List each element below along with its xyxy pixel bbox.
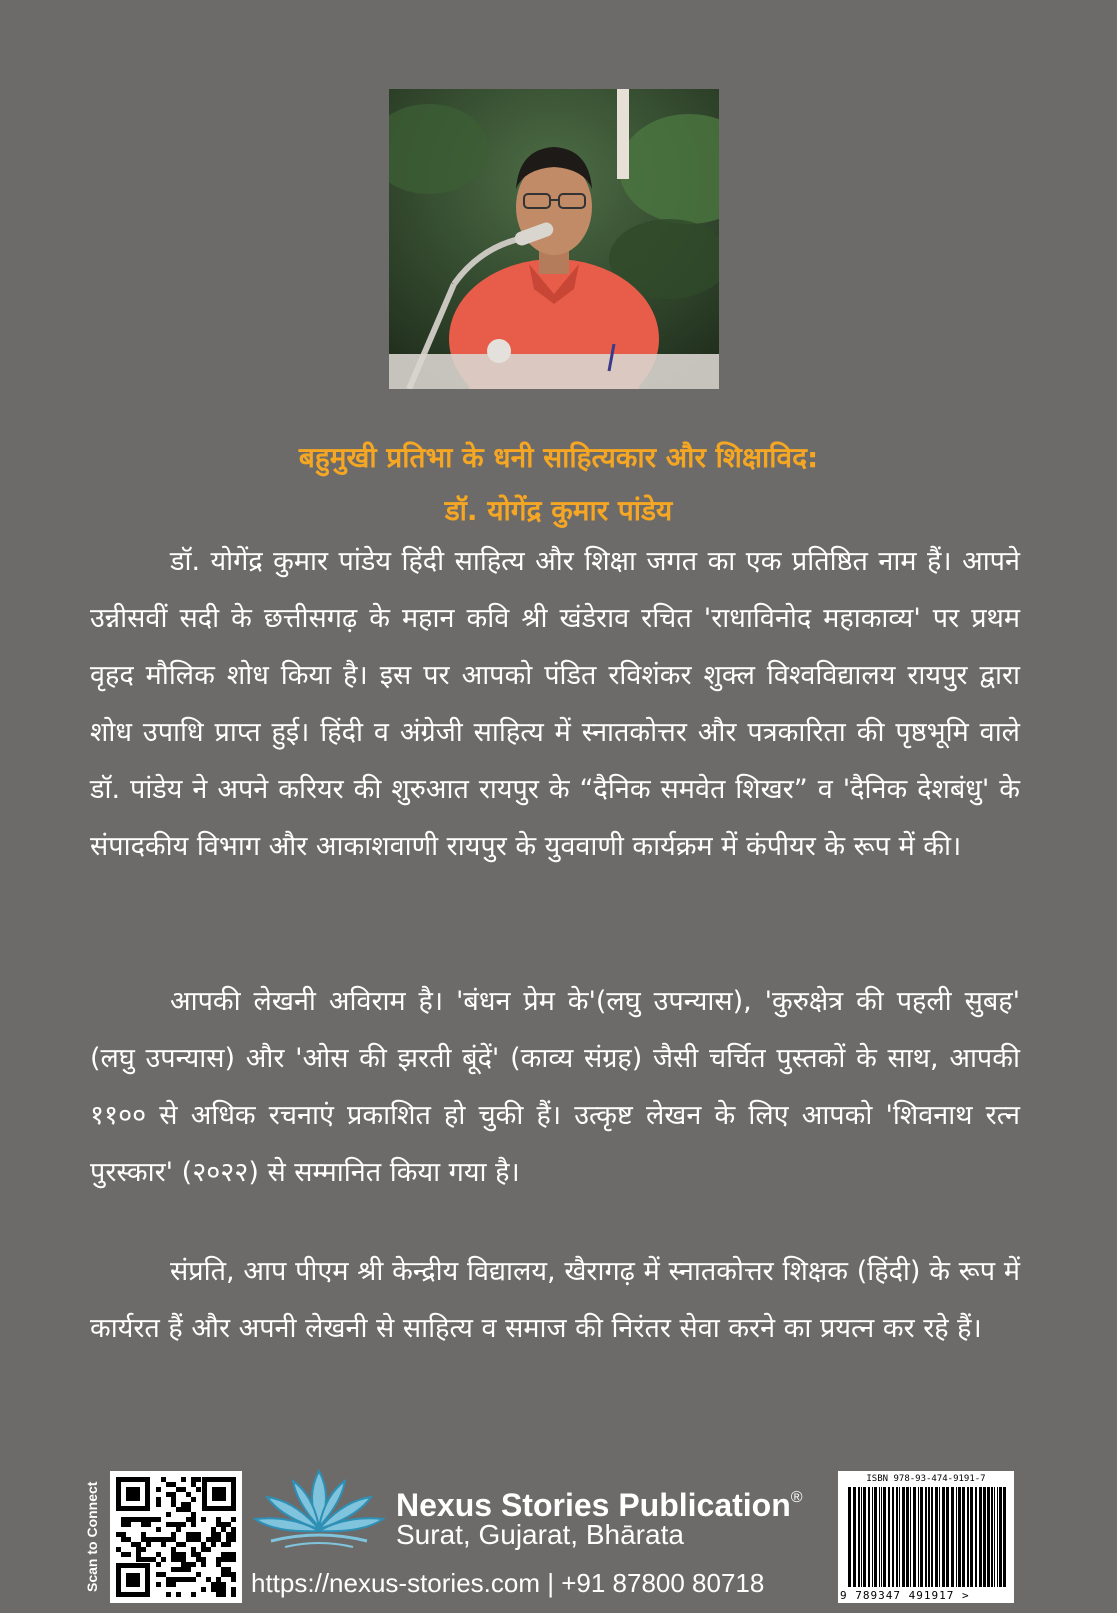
publisher-name [396,1480,803,1523]
heading-author-name: डॉ. योगेंद्र कुमार पांडेय [444,494,673,527]
isbn-label: ISBN 978-93-474-9191-7 [866,1474,986,1484]
qr-label: Scan to Connect [84,1481,100,1593]
publisher-contact-link[interactable]: https://nexus-stories.com | +91 87800 80718 [251,1568,765,1598]
publisher-name-text: Nexus Stories Publication [396,1487,791,1523]
heading-line-1: बहुमुखी प्रतिभा के धनी साहित्यकार और शिक्षाविद: [298,441,819,474]
barcode-digits: 9 789347 491917 > [840,1589,970,1602]
qr-code-icon[interactable] [110,1471,242,1603]
publisher-location: Surat, Gujarat, Bhārata [396,1519,684,1550]
bio-paragraph-1: डॉ. योगेंद्र कुमार पांडेय हिंदी साहित्य और शिक्षा जगत का एक प्रतिष्ठित नाम हैं। आपने उन्नीसवीं सदी के छत्तीसगढ़ के महान कवि श्री खंडेराव रचित 'राधाविनोद महाकाव्य' पर प्रथम वृहद मौलिक शोध किया है। इस पर आपको पंडित रविशंकर शुक्ल विश्वविद्यालय रायपुर द्वारा शोध उपाधि प्राप्त हुई। हिंदी व अंग्रेजी साहित्य में स्नातकोत्तर और पत्रकारिता की पृष्ठभूमि वाले डॉ. पांडेय ने अपने करियर की शुरुआत रायपुर के “दैनिक समवेत शिखर” व 'दैनिक देशबंधु' के संपादकीय विभाग और आकाशवाणी रायपुर के युववाणी कार्यक्रम में कंपीयर के रूप में की। [90,546,1020,862]
bio-paragraph-2: आपकी लेखनी अविराम है। 'बंधन प्रेम के'(लघु उपन्यास), 'कुरुक्षेत्र की पहली सुबह' (लघु उपन्यास) और 'ओस की झरती बूंदें' (काव्य संग्रह) जैसी चर्चित पुस्तकों के साथ, आपकी ११०० से अधिक रचनाएं प्रकाशित हो चुकी हैं। उत्कृष्ट लेखन के लिए आपको 'शिवनाथ रत्न पुरस्कार' (२०२२) से सम्मानित किया गया है। [90,986,1020,1188]
author-portrait-icon [389,89,719,389]
isbn-barcode [838,1471,1014,1603]
bio-paragraph-3: संप्रति, आप पीएम श्री केन्द्रीय विद्यालय, खैरागढ़ में स्नातकोत्तर शिक्षक (हिंदी) के रूप में कार्यरत हैं और अपनी लेखनी से साहित्य व समाज की निरंतर सेवा करने का प्रयत्न कर रहे हैं। [90,1256,1020,1344]
author-photo [389,89,719,389]
barcode-icon [838,1471,1014,1603]
registered-mark: ® [790,1489,803,1506]
lotus-logo-icon [251,1463,387,1551]
